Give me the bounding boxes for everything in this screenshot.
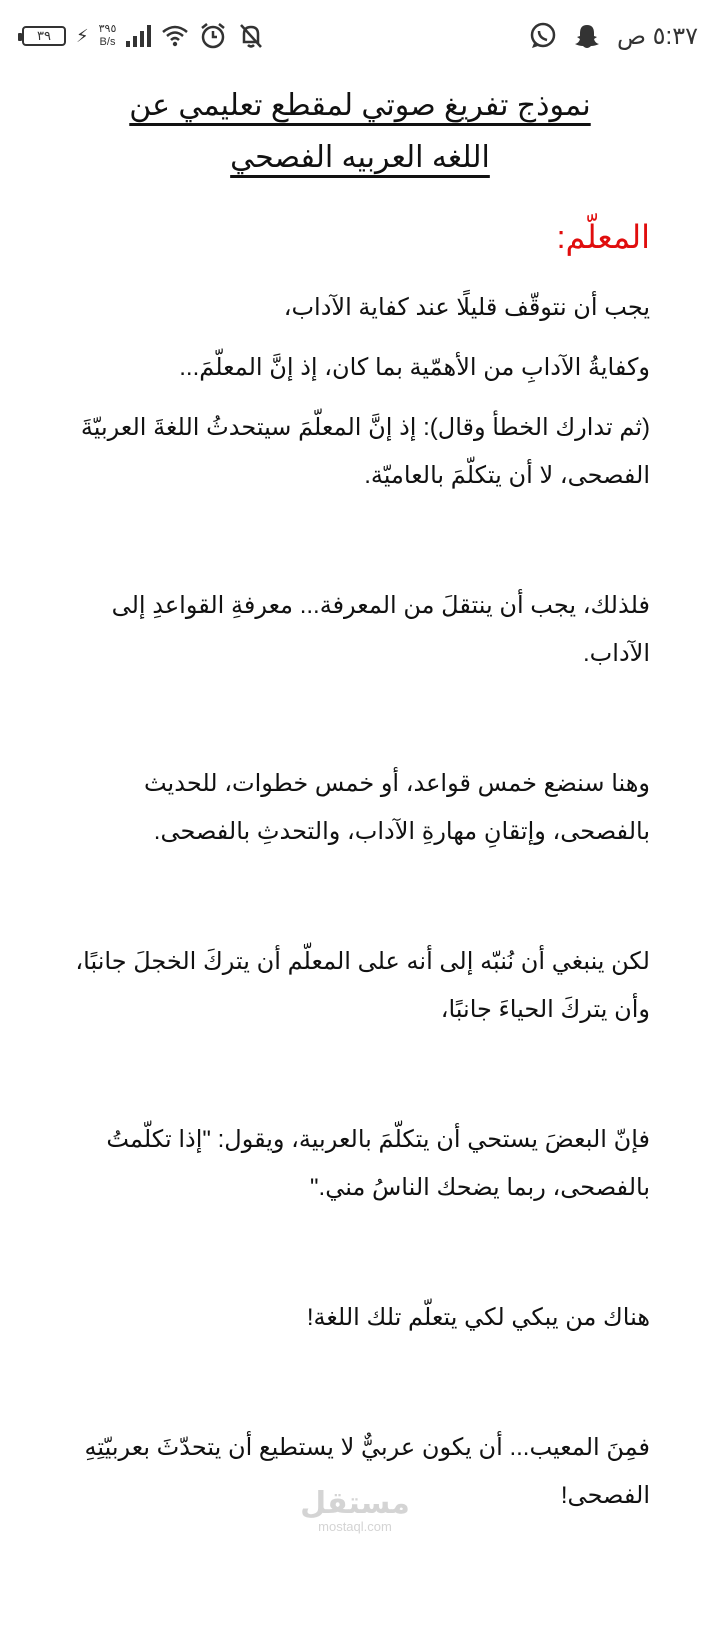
network-speed-unit: B/s bbox=[99, 36, 116, 48]
watermark-arabic: مستقل bbox=[300, 1487, 410, 1520]
paragraph: وهنا سنضع خمس قواعد، أو خمس خطوات، للحديث بالفصحى، وإتقانِ مهارةِ الآداب، والتحدثِ بالفصحى. bbox=[143, 770, 650, 845]
snapchat-icon bbox=[573, 22, 601, 50]
status-bar bbox=[0, 0, 720, 72]
notifications-off-icon bbox=[237, 22, 265, 50]
paragraph: (ثم تدارك الخطأ وقال): إذ إنَّ المعلّمَ سيتحدثُ اللغةَ العربيّةَ الفصحى، لا أن يتكلّمَ بالعاميّة. bbox=[80, 414, 650, 489]
speaker-label: المعلّم: bbox=[556, 219, 650, 255]
paragraph: وكفايةُ الآدابِ من الأهمّية بما كان، إذ إنَّ المعلّمَ... bbox=[179, 354, 650, 381]
whatsapp-icon bbox=[529, 22, 557, 50]
document bbox=[70, 80, 650, 1520]
network-speed bbox=[99, 23, 117, 49]
paragraph: فمِنَ المعيب... أن يكون عربيٌّ لا يستطيع أن يتحدّثَ بعربيّتِهِ الفصحى! bbox=[84, 1434, 650, 1509]
paragraph: فلذلك، يجب أن ينتقلَ من المعرفة... معرفةِ القواعدِ إلى الآداب. bbox=[111, 592, 650, 667]
charging-bolt-icon: ⚡ bbox=[76, 25, 89, 46]
watermark bbox=[300, 1488, 410, 1534]
status-right-cluster bbox=[529, 14, 698, 58]
wifi-icon bbox=[161, 22, 189, 50]
paragraph: يجب أن نتوقّف قليلًا عند كفاية الآداب، bbox=[283, 294, 650, 321]
signal-icon bbox=[126, 25, 151, 47]
watermark-latin: mostaql.com bbox=[318, 1519, 392, 1534]
title-line-1: نموذج تفريغ صوتي لمقطع تعليمي عن bbox=[129, 89, 591, 122]
document-title bbox=[70, 80, 650, 184]
clock: ٥:٣٧ ص bbox=[616, 22, 698, 50]
status-left-cluster bbox=[22, 14, 265, 58]
paragraph: هناك من يبكي لكي يتعلّم تلك اللغة! bbox=[306, 1304, 650, 1331]
network-speed-value: ٣٩٥ bbox=[98, 23, 117, 35]
paragraph: لكن ينبغي أن نُنبّه إلى أنه على المعلّم أن يتركَ الخجلَ جانبًا، وأن يتركَ الحياءَ جانبًا، bbox=[75, 948, 650, 1023]
battery-level: ٣٩ bbox=[37, 28, 51, 43]
title-line-2: اللغه العربيه الفصحي bbox=[230, 141, 490, 174]
battery-icon bbox=[22, 26, 66, 46]
alarm-icon bbox=[199, 22, 227, 50]
paragraph: فإنّ البعضَ يستحي أن يتكلّمَ بالعربية، ويقول: "إذا تكلّمتُ بالفصحى، ربما يضحك الناسُ مني." bbox=[106, 1126, 650, 1201]
